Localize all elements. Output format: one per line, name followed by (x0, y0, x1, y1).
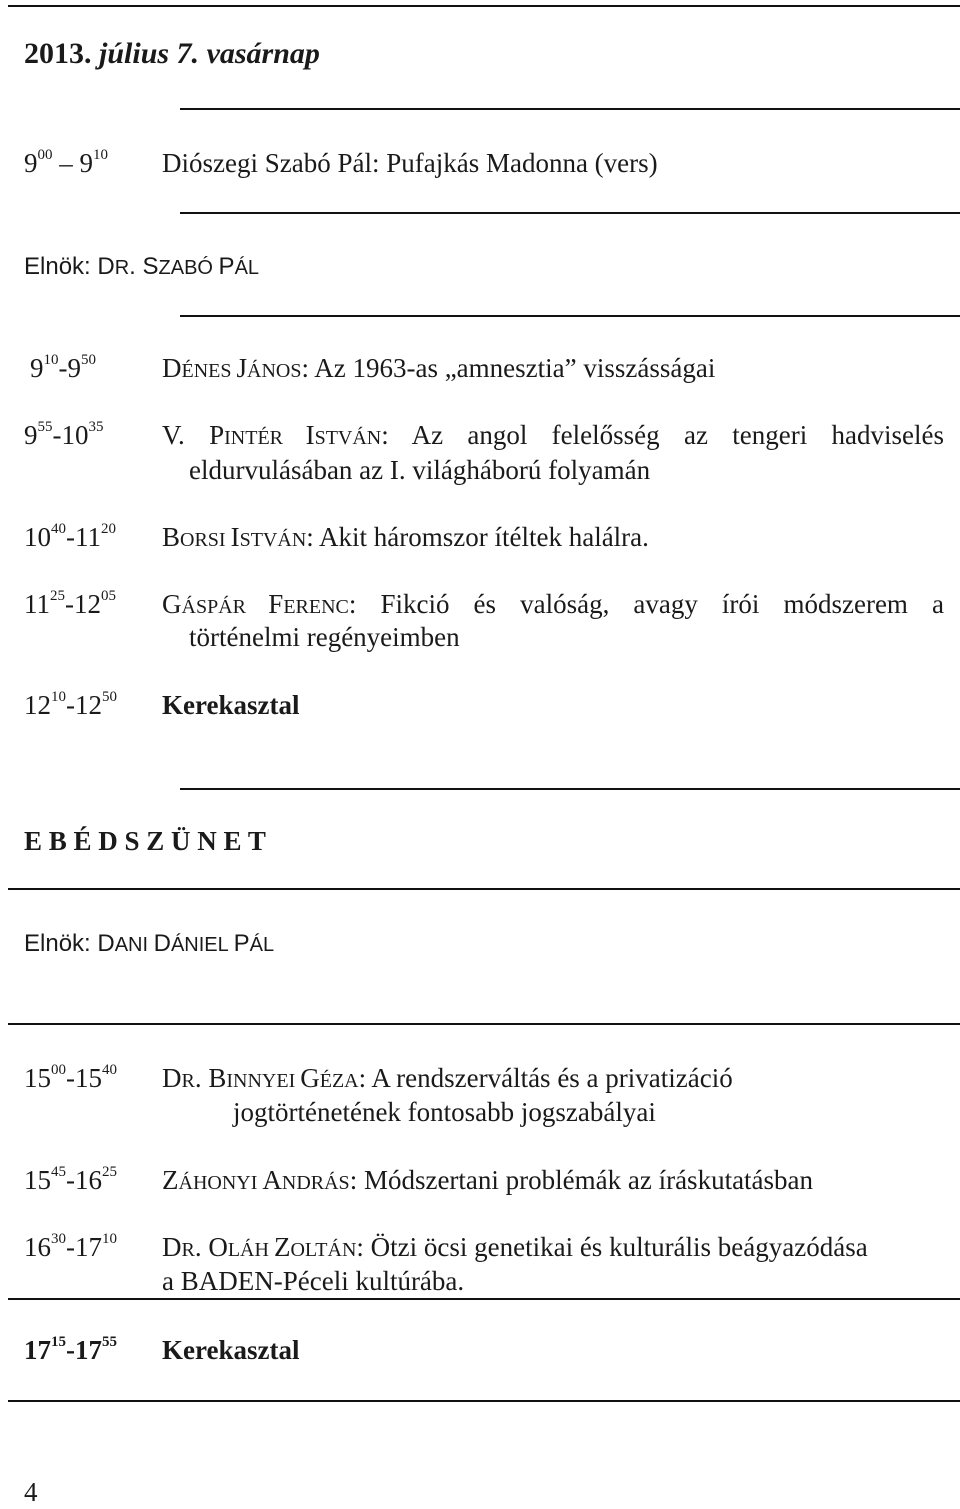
time-part: 10 (24, 522, 51, 552)
session2-time-2: $15^{45}-16^{25}$ (24, 1164, 117, 1195)
session1-talk-4 (162, 587, 944, 624)
author: ÁSPÁR (181, 596, 269, 618)
session2-talk-1-line2: jogtörténetének fontosabb jogszabályai (233, 1097, 656, 1127)
session1-talk-2-line2: eldurvulásában az I. világháború folyamán (189, 455, 651, 485)
author: D (162, 1232, 182, 1262)
author: OLTÁN (290, 1239, 357, 1261)
rule-after-opening (180, 212, 960, 214)
session1-time-3: $10^{40}-11^{20}$ (24, 521, 116, 552)
chair-name: D (97, 930, 115, 957)
session1-talk-3 (162, 520, 649, 557)
author: ÉNES (181, 360, 237, 382)
session2-talk-2 (162, 1163, 813, 1200)
author: Z (273, 1232, 291, 1262)
author: A (262, 1165, 282, 1195)
session2-talk-3 (162, 1230, 868, 1267)
chair-name: P (233, 930, 250, 957)
author: G (162, 589, 182, 619)
author: ÁHONYI (178, 1172, 263, 1194)
chair-label: Elnök: (24, 253, 98, 280)
chair2 (24, 927, 274, 962)
time-part: 15 (75, 1063, 102, 1093)
opening-time: $9^{00} - 9^{10}$ (24, 147, 108, 178)
time-part: 45 (51, 1164, 66, 1180)
date-weekday: vasárnap (206, 37, 320, 70)
time-part: 00 (37, 147, 53, 163)
closing-time: $17^{15}-17^{55}$ (24, 1334, 117, 1365)
chair-name: ÁNIEL (170, 934, 234, 956)
session1-roundtable: Kerekasztal (162, 690, 300, 720)
chair-name: D (97, 253, 115, 280)
author: . (194, 1232, 209, 1262)
closing-roundtable: Kerekasztal (162, 1335, 300, 1365)
author: V. (162, 420, 210, 450)
chair-label: Elnök: (24, 930, 98, 957)
author: P (209, 420, 225, 450)
chair1 (24, 250, 259, 285)
author: B (162, 522, 181, 552)
talk-title: : Akit háromszor ítéltek halálra. (306, 522, 649, 552)
time-part: 10 (61, 420, 89, 450)
talk-title: : Az 1963-as „amnesztia” visszásságai (301, 353, 716, 383)
time-part: 10 (43, 352, 59, 368)
top-rule (8, 5, 960, 7)
session2-time-1: $15^{00}-15^{40}$ (24, 1062, 117, 1093)
author: B (208, 1063, 227, 1093)
chair-name: ÁL (249, 934, 275, 956)
session2-time-3: $16^{30}-17^{10}$ (24, 1231, 117, 1262)
author: I (230, 522, 240, 552)
time-part: 40 (51, 521, 66, 537)
time-part: 17 (75, 1335, 102, 1365)
session1-talk-4-line2: történelmi regényeimben (189, 622, 460, 652)
time-part: 55 (37, 419, 53, 435)
session1-talk-2 (162, 418, 944, 455)
author: D (162, 1063, 182, 1093)
lunch-break: E B É D S Z Ü N E T (24, 826, 266, 856)
date-heading (24, 37, 320, 71)
author: Z (162, 1165, 179, 1195)
time-part: 15 (24, 1063, 51, 1093)
chair-name: ZABÓ (158, 257, 219, 279)
rule-after-break (8, 888, 960, 890)
time-part: 9 (67, 353, 81, 383)
time-part: 9 (30, 353, 44, 383)
rule-after-chair1 (180, 315, 960, 317)
author: STVÁN (239, 529, 307, 551)
session1-time-4: $11^{25}-12^{05}$ (24, 588, 116, 619)
session1-talk-1 (162, 351, 715, 388)
author: ORSI (180, 529, 231, 551)
time-part: 00 (51, 1062, 66, 1078)
time-part: 40 (102, 1062, 117, 1078)
time-part: 55 (102, 1334, 117, 1350)
time-part: 10 (102, 1231, 117, 1247)
time-part: 05 (101, 588, 116, 604)
rule-after-session2 (8, 1298, 960, 1300)
talk-title: : Módszertani problémák az íráskutatásban (349, 1165, 814, 1195)
author: O (208, 1232, 228, 1262)
chair-name: S (142, 253, 159, 280)
time-part: 50 (81, 352, 96, 368)
date-month-day: július 7. (99, 37, 200, 70)
time-part: 17 (75, 1232, 102, 1262)
chair-name: P (218, 253, 235, 280)
author: ÁNOS (247, 360, 302, 382)
time-part: 16 (75, 1165, 102, 1195)
time-part: 30 (51, 1231, 66, 1247)
author: J (236, 353, 248, 383)
time-part: 12 (24, 690, 51, 720)
rule-after-chair2 (8, 1023, 960, 1025)
time-part: 15 (51, 1334, 66, 1350)
time-part: 17 (24, 1335, 51, 1365)
opening-title: Diószegi Szabó Pál: Pufajkás Madonna (vers) (162, 148, 658, 178)
talk-title: : Ötzi öcsi genetikai és kulturális beágyazódása (356, 1232, 868, 1262)
talk-title: : Az angol felelősség az tengeri hadviselés (381, 420, 944, 450)
time-part: 12 (75, 690, 102, 720)
session2-talk-1 (162, 1061, 733, 1098)
page-number: 4 (24, 1477, 38, 1507)
author: NDRÁS (281, 1172, 350, 1194)
author: R (181, 1070, 195, 1092)
author: G (300, 1063, 320, 1093)
time-part: 50 (102, 689, 117, 705)
time-part: 10 (93, 147, 108, 163)
time-part: 9 (79, 148, 93, 178)
author: INTÉR (224, 427, 306, 449)
author: ÉZA (319, 1070, 359, 1092)
chair-name: R (114, 257, 130, 279)
author: INNYEI (226, 1070, 301, 1092)
session1-time-2: $9^{55}-10^{35}$ (24, 419, 104, 450)
time-part: 16 (24, 1232, 51, 1262)
chair-name: D (153, 930, 171, 957)
time-part: 9 (24, 420, 38, 450)
session1-time-1: $9^{10}-9^{50}$ (30, 352, 96, 383)
author: F (268, 589, 284, 619)
chair-name: ÁL (234, 257, 260, 279)
time-part: 15 (24, 1165, 51, 1195)
time-part: 25 (50, 588, 65, 604)
session2-talk-3-line2: a BADEN-Péceli kultúrába. (162, 1266, 465, 1296)
rule-after-session1 (180, 788, 960, 790)
time-part: 35 (88, 419, 104, 435)
author: ERENC (283, 596, 349, 618)
time-part: 25 (102, 1164, 117, 1180)
rule-after-date (180, 108, 960, 110)
chair-name: . (129, 253, 143, 280)
author: D (162, 353, 182, 383)
session1-time-5: $12^{10}-12^{50}$ (24, 689, 117, 720)
time-part: 11 (24, 589, 50, 619)
chair-name: ANI (114, 934, 154, 956)
talk-title: : Fikció és valóság, avagy írói módszerem a (348, 589, 944, 619)
author: LÁH (227, 1239, 274, 1261)
talk-title: : A rendszerváltás és a privatizáció (358, 1063, 733, 1093)
time-part: 11 (75, 522, 101, 552)
time-part: 10 (51, 689, 66, 705)
time-part: 9 (24, 148, 38, 178)
date-year: 2013. (24, 37, 92, 70)
author: . (194, 1063, 209, 1093)
time-part: 12 (74, 589, 101, 619)
author: R (181, 1239, 195, 1261)
time-part: 20 (101, 521, 116, 537)
author: I (305, 420, 315, 450)
rule-after-closing (8, 1400, 960, 1402)
author: STVÁN (314, 427, 382, 449)
